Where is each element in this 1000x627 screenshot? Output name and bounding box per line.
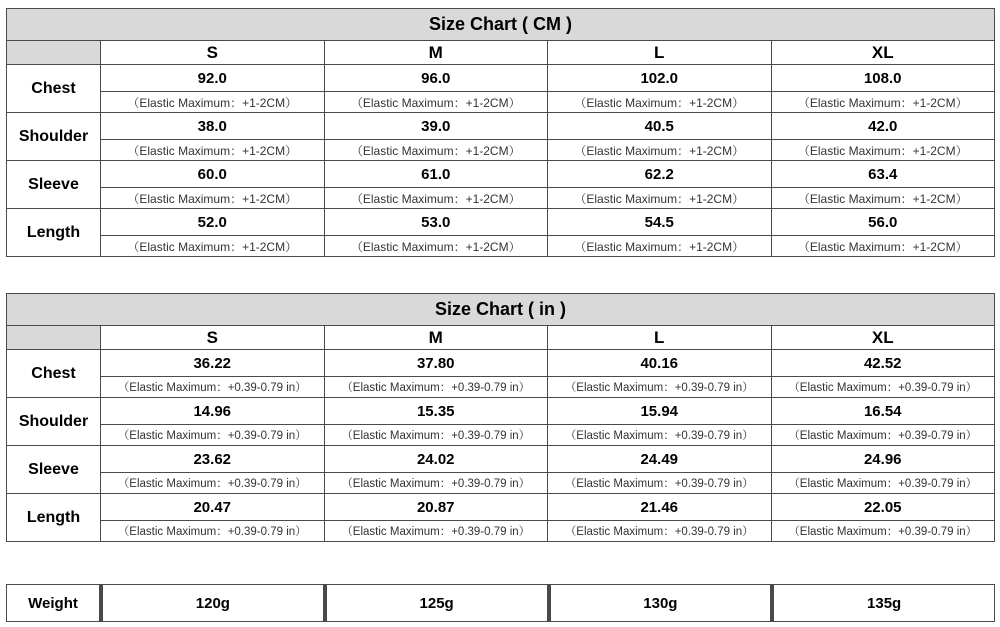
table-row [7, 377, 995, 398]
elastic-note: （Elastic Maximum：+0.39-0.79 in） [771, 473, 995, 494]
table-row [7, 236, 995, 257]
elastic-note: （Elastic Maximum：+0.39-0.79 in） [324, 521, 548, 542]
table-row [7, 398, 995, 425]
elastic-note: （Elastic Maximum：+1-2CM） [324, 140, 548, 161]
measurement-label: Length [7, 494, 101, 542]
size-chart-in [6, 293, 995, 542]
measurement-value: 22.05 [771, 494, 995, 521]
measurement-label: Shoulder [7, 113, 101, 161]
corner-cell [7, 41, 101, 65]
elastic-note: （Elastic Maximum：+1-2CM） [548, 236, 772, 257]
measurement-value: 38.0 [101, 113, 325, 140]
elastic-note: （Elastic Maximum：+1-2CM） [324, 92, 548, 113]
measurement-value: 54.5 [548, 209, 772, 236]
size-header-s: S [101, 326, 325, 350]
elastic-note: （Elastic Maximum：+1-2CM） [324, 188, 548, 209]
elastic-note: （Elastic Maximum：+0.39-0.79 in） [771, 377, 995, 398]
weight-value: 125g [324, 584, 548, 622]
size-header-m: M [324, 326, 548, 350]
measurement-label: Chest [7, 65, 101, 113]
corner-cell [7, 326, 101, 350]
measurement-value: 16.54 [771, 398, 995, 425]
elastic-note: （Elastic Maximum：+1-2CM） [771, 236, 995, 257]
elastic-note: （Elastic Maximum：+0.39-0.79 in） [324, 377, 548, 398]
measurement-value: 60.0 [101, 161, 325, 188]
elastic-note: （Elastic Maximum：+1-2CM） [771, 92, 995, 113]
size-header-xl: XL [771, 41, 995, 65]
elastic-note: （Elastic Maximum：+1-2CM） [771, 140, 995, 161]
measurement-value: 108.0 [771, 65, 995, 92]
elastic-note: （Elastic Maximum：+0.39-0.79 in） [548, 473, 772, 494]
elastic-note: （Elastic Maximum：+1-2CM） [101, 188, 325, 209]
measurement-value: 53.0 [324, 209, 548, 236]
elastic-note: （Elastic Maximum：+0.39-0.79 in） [771, 521, 995, 542]
elastic-note: （Elastic Maximum：+1-2CM） [324, 236, 548, 257]
elastic-note: （Elastic Maximum：+0.39-0.79 in） [101, 425, 325, 446]
measurement-value: 24.96 [771, 446, 995, 473]
size-chart-cm [6, 8, 995, 257]
table-row [7, 425, 995, 446]
chart-title: Size Chart ( in ) [7, 294, 995, 326]
size-header-m: M [324, 41, 548, 65]
table-row [7, 350, 995, 377]
elastic-note: （Elastic Maximum：+1-2CM） [548, 140, 772, 161]
table-row [7, 92, 995, 113]
measurement-value: 24.02 [324, 446, 548, 473]
measurement-value: 40.5 [548, 113, 772, 140]
elastic-note: （Elastic Maximum：+0.39-0.79 in） [324, 425, 548, 446]
size-header-l: L [548, 41, 772, 65]
measurement-value: 42.0 [771, 113, 995, 140]
table-row [7, 521, 995, 542]
elastic-note: （Elastic Maximum：+1-2CM） [771, 188, 995, 209]
elastic-note: （Elastic Maximum：+0.39-0.79 in） [548, 521, 772, 542]
measurement-value: 62.2 [548, 161, 772, 188]
elastic-note: （Elastic Maximum：+0.39-0.79 in） [548, 377, 772, 398]
measurement-value: 36.22 [101, 350, 325, 377]
measurement-value: 61.0 [324, 161, 548, 188]
measurement-label: Shoulder [7, 398, 101, 446]
measurement-value: 39.0 [324, 113, 548, 140]
elastic-note: （Elastic Maximum：+0.39-0.79 in） [771, 425, 995, 446]
elastic-note: （Elastic Maximum：+0.39-0.79 in） [548, 425, 772, 446]
elastic-note: （Elastic Maximum：+1-2CM） [101, 140, 325, 161]
measurement-label: Length [7, 209, 101, 257]
elastic-note: （Elastic Maximum：+0.39-0.79 in） [324, 473, 548, 494]
measurement-label: Sleeve [7, 446, 101, 494]
weight-value: 135g [771, 584, 995, 622]
measurement-value: 56.0 [771, 209, 995, 236]
size-header-l: L [548, 326, 772, 350]
measurement-value: 14.96 [101, 398, 325, 425]
table-row [7, 446, 995, 473]
table-row [7, 113, 995, 140]
measurement-label: Chest [7, 350, 101, 398]
measurement-value: 15.94 [548, 398, 772, 425]
table-row [7, 188, 995, 209]
measurement-value: 20.47 [101, 494, 325, 521]
measurement-value: 63.4 [771, 161, 995, 188]
table-row [7, 140, 995, 161]
table-row [6, 584, 995, 622]
table-row [7, 161, 995, 188]
size-header-xl: XL [771, 326, 995, 350]
measurement-value: 20.87 [324, 494, 548, 521]
table-row [7, 65, 995, 92]
size-header-s: S [101, 41, 325, 65]
table-row [7, 494, 995, 521]
elastic-note: （Elastic Maximum：+1-2CM） [548, 188, 772, 209]
measurement-value: 24.49 [548, 446, 772, 473]
elastic-note: （Elastic Maximum：+1-2CM） [101, 92, 325, 113]
weight-table [6, 584, 995, 622]
table-row [7, 209, 995, 236]
measurement-value: 23.62 [101, 446, 325, 473]
measurement-value: 37.80 [324, 350, 548, 377]
elastic-note: （Elastic Maximum：+0.39-0.79 in） [101, 473, 325, 494]
measurement-value: 92.0 [101, 65, 325, 92]
weight-value: 120g [100, 584, 324, 622]
elastic-note: （Elastic Maximum：+1-2CM） [548, 92, 772, 113]
measurement-value: 42.52 [771, 350, 995, 377]
measurement-value: 52.0 [101, 209, 325, 236]
elastic-note: （Elastic Maximum：+0.39-0.79 in） [101, 377, 325, 398]
measurement-value: 15.35 [324, 398, 548, 425]
chart-title: Size Chart ( CM ) [7, 9, 995, 41]
elastic-note: （Elastic Maximum：+1-2CM） [101, 236, 325, 257]
measurement-label: Sleeve [7, 161, 101, 209]
weight-value: 130g [548, 584, 772, 622]
table-row [7, 473, 995, 494]
measurement-value: 21.46 [548, 494, 772, 521]
measurement-value: 40.16 [548, 350, 772, 377]
measurement-value: 102.0 [548, 65, 772, 92]
elastic-note: （Elastic Maximum：+0.39-0.79 in） [101, 521, 325, 542]
weight-label: Weight [6, 584, 100, 622]
measurement-value: 96.0 [324, 65, 548, 92]
